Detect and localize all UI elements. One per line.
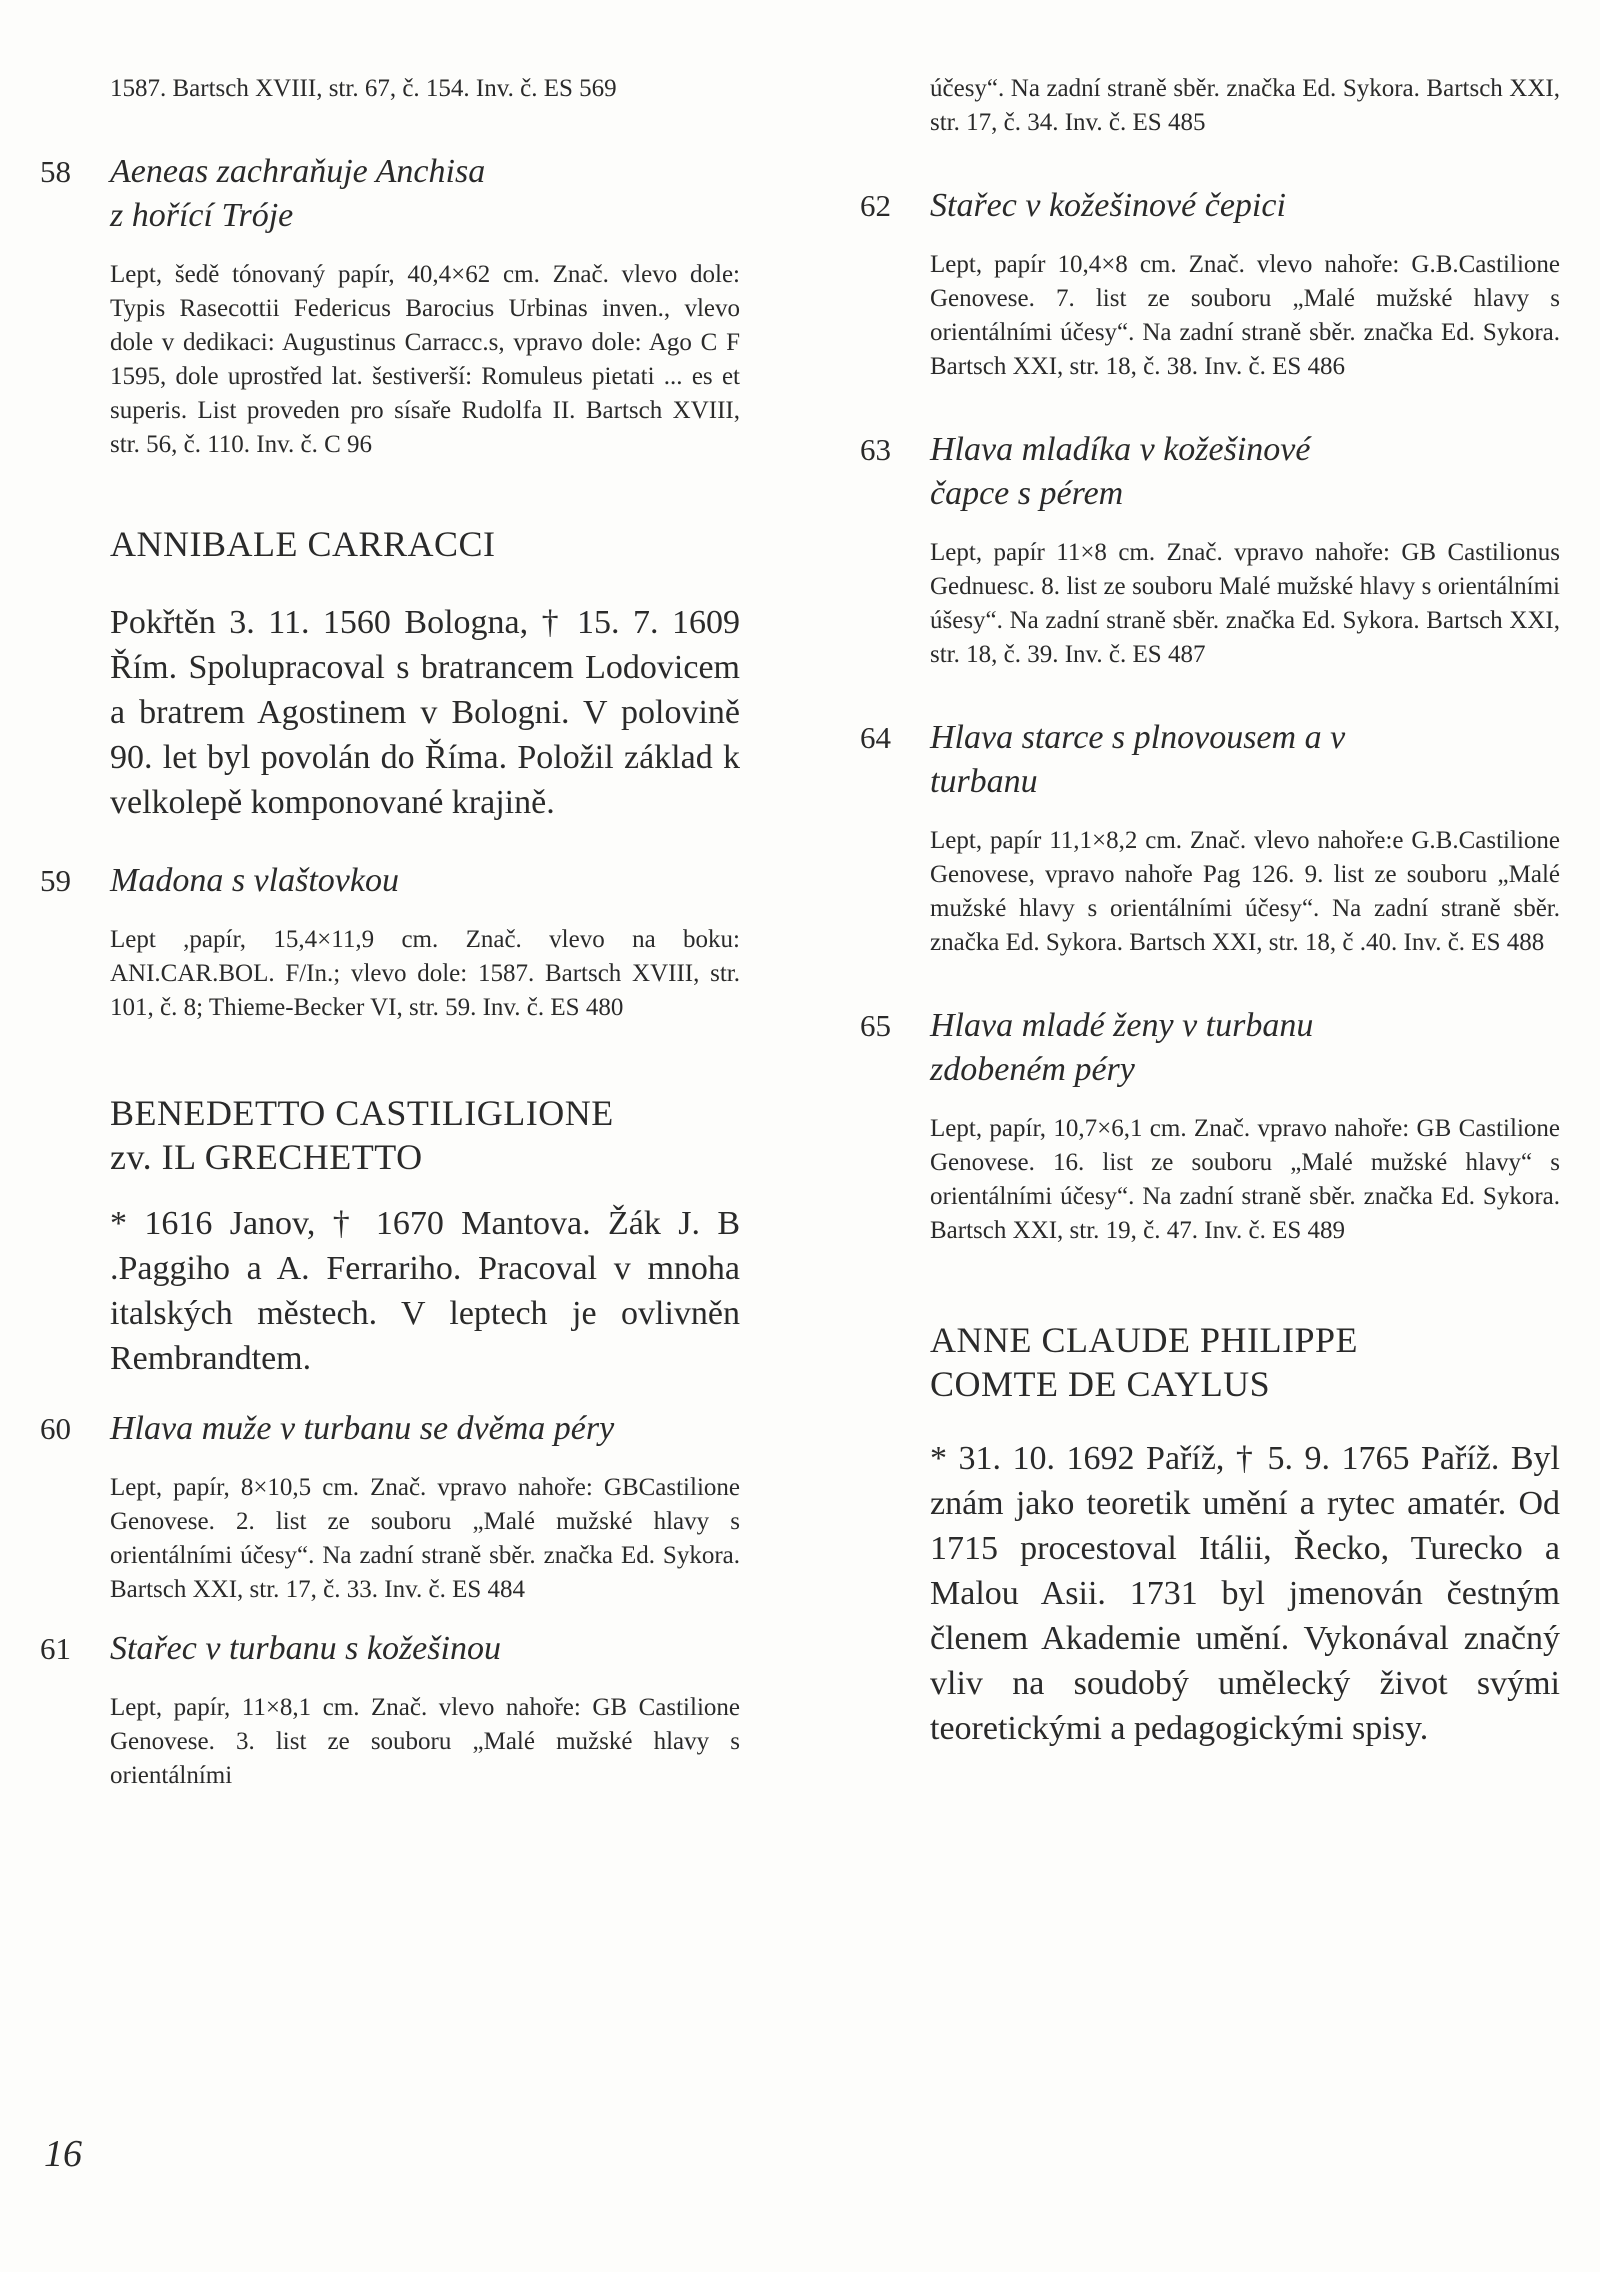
artist-name: BENEDETTO CASTILIGLIONE	[110, 1093, 614, 1133]
entry-title: Hlava muže v turbanu se dvěma péry	[110, 1410, 615, 1447]
right-column	[860, 72, 1560, 1751]
entry-number: 62	[860, 188, 891, 223]
continued-entry-text: účesy“. Na zadní straně sběr. značka Ed. Sykora. Bartsch XXI, str. 17, č. 34. Inv. č. ES 485	[930, 75, 1560, 136]
entry-description: Lept, papír, 10,7×6,1 cm. Znač. vpravo nahoře: GB Castilione Genovese. 16. list ze souboru „Malé mužské hlavy“ s orientálními účesy“. Na zadní straně sběr. značka Ed. Sykora. Bartsch XXI, str. 19, č. 47. Inv. č. ES 489	[930, 1115, 1560, 1244]
artist-title: COMTE DE CAYLUS	[930, 1364, 1271, 1404]
entry-description: Lept, papír 11×8 cm. Znač. vpravo nahoře: GB Castilionus Gednuesc. 8. list ze souboru Malé mužské hlavy s orientálními úšesy“. Na zadní straně sběr. značka Ed. Sykora. Bartsch XXI, str. 18, č. 39. Inv. č. ES 487	[930, 539, 1560, 668]
entry-title: Hlava mladíka v kožešinové čapce s pérem	[930, 431, 1311, 512]
catalog-entry-64	[860, 716, 1560, 960]
catalog-entry-58	[40, 150, 740, 462]
catalog-entry-60	[40, 1407, 740, 1607]
entry-number: 61	[40, 1631, 71, 1666]
artist-alias: zv. IL GRECHETTO	[110, 1137, 423, 1177]
entry-number: 59	[40, 863, 71, 898]
entry-description: Lept, šedě tónovaný papír, 40,4×62 cm. Znač. vlevo dole: Typis Rasecottii Federicus Barocius Urbinas inven., vlevo dole v dedikaci: Augustinus Carracc.s, vpravo dole: Ago C F 1595, dole uprostřed lat. šestiverší: Romuleus pietati ... es et superis. List proveden pro sísaře Rudolfa II. Bartsch XVIII, str. 56, č. 110. Inv. č. C 96	[110, 261, 740, 458]
entry-title: Hlava mladé ženy v turbanu zdobeném péry	[930, 1007, 1314, 1088]
entry-description: Lept, papír 10,4×8 cm. Znač. vlevo nahoře: G.B.Castilione Genovese. 7. list ze souboru „Malé mužské hlavy s orientálními účesy“. Na zadní straně sběr. značka Ed. Sykora. Bartsch XXI, str. 18, č. 38. Inv. č. ES 486	[930, 251, 1560, 380]
entry-number: 60	[40, 1411, 71, 1446]
left-column	[40, 72, 740, 1793]
entry-description: Lept ,papír, 15,4×11,9 cm. Znač. vlevo na boku: ANI.CAR.BOL. F/In.; vlevo dole: 1587. Bartsch XVIII, str. 101, č. 8; Thieme-Becker VI, str. 59. Inv. č. ES 480	[110, 926, 740, 1021]
entry-description: Lept, papír, 11×8,1 cm. Znač. vlevo nahoře: GB Castilione Genovese. 3. list ze souboru „Malé mužské hlavy s orientálními	[110, 1694, 740, 1789]
catalog-entry-65	[860, 1004, 1560, 1248]
entry-number: 63	[860, 432, 891, 467]
catalog-entry-63	[860, 428, 1560, 672]
entry-title: Madona s vlaštovkou	[110, 862, 399, 899]
artist-biography: Pokřtěn 3. 11. 1560 Bologna, † 15. 7. 1609 Řím. Spolupracoval s bratrancem Lodovicem a bratrem Agostinem v Bologni. V polovině 90. let byl povolán do Říma. Položil základ k velkolepě komponované krajině.	[110, 604, 740, 821]
artist-name: ANNIBALE CARRACCI	[110, 524, 496, 564]
entry-description: Lept, papír, 8×10,5 cm. Znač. vpravo nahoře: GBCastilione Genovese. 2. list ze souboru „Malé mužské hlavy s orientálními účesy“. Na zadní straně sběr. značka Ed. Sykora. Bartsch XXI, str. 17, č. 33. Inv. č. ES 484	[110, 1474, 740, 1603]
catalog-entry-61	[40, 1627, 740, 1793]
catalog-entry-62	[860, 184, 1560, 384]
entry-description: Lept, papír 11,1×8,2 cm. Znač. vlevo nahoře:e G.B.Castilione Genovese, vpravo nahoře Pag 126. 9. list ze souboru „Malé mužské hlavy s orientálními účesy“. Na zadní straně sběr. značka Ed. Sykora. Bartsch XXI, str. 18, č .40. Inv. č. ES 488	[930, 827, 1560, 956]
artist-name: ANNE CLAUDE PHILIPPE	[930, 1320, 1358, 1360]
entry-number: 64	[860, 720, 891, 755]
entry-title: Stařec v turbanu s kožešinou	[110, 1630, 501, 1667]
entry-title: Stařec v kožešinové čepici	[930, 187, 1286, 224]
entry-title: Hlava starce s plnovousem a v turbanu	[930, 719, 1346, 800]
catalog-entry-59	[40, 859, 740, 1025]
entry-number: 58	[40, 154, 71, 189]
continued-entry-text: 1587. Bartsch XVIII, str. 67, č. 154. Inv. č. ES 569	[110, 75, 617, 102]
artist-biography: * 31. 10. 1692 Paříž, † 5. 9. 1765 Paříž. Byl znám jako teoretik umění a rytec amatér. Od 1715 procestoval Itálii, Řecko, Turecko a Malou Asii. 1731 byl jmenován čestným členem Akademie umění. Vykonával značný vliv na soudobý umělecký život svými teoretickými a pedagogickými spisy.	[930, 1440, 1560, 1747]
entry-number: 65	[860, 1008, 891, 1043]
artist-biography: * 1616 Janov, † 1670 Mantova. Žák J. B .Paggiho a A. Ferrariho. Pracoval v mnoha italských městech. V leptech je ovlivněn Rembrandtem.	[110, 1205, 740, 1377]
entry-title: Aeneas zachraňuje Anchisa z hořící Tróje	[110, 153, 486, 234]
page-number: 16	[44, 2133, 82, 2175]
